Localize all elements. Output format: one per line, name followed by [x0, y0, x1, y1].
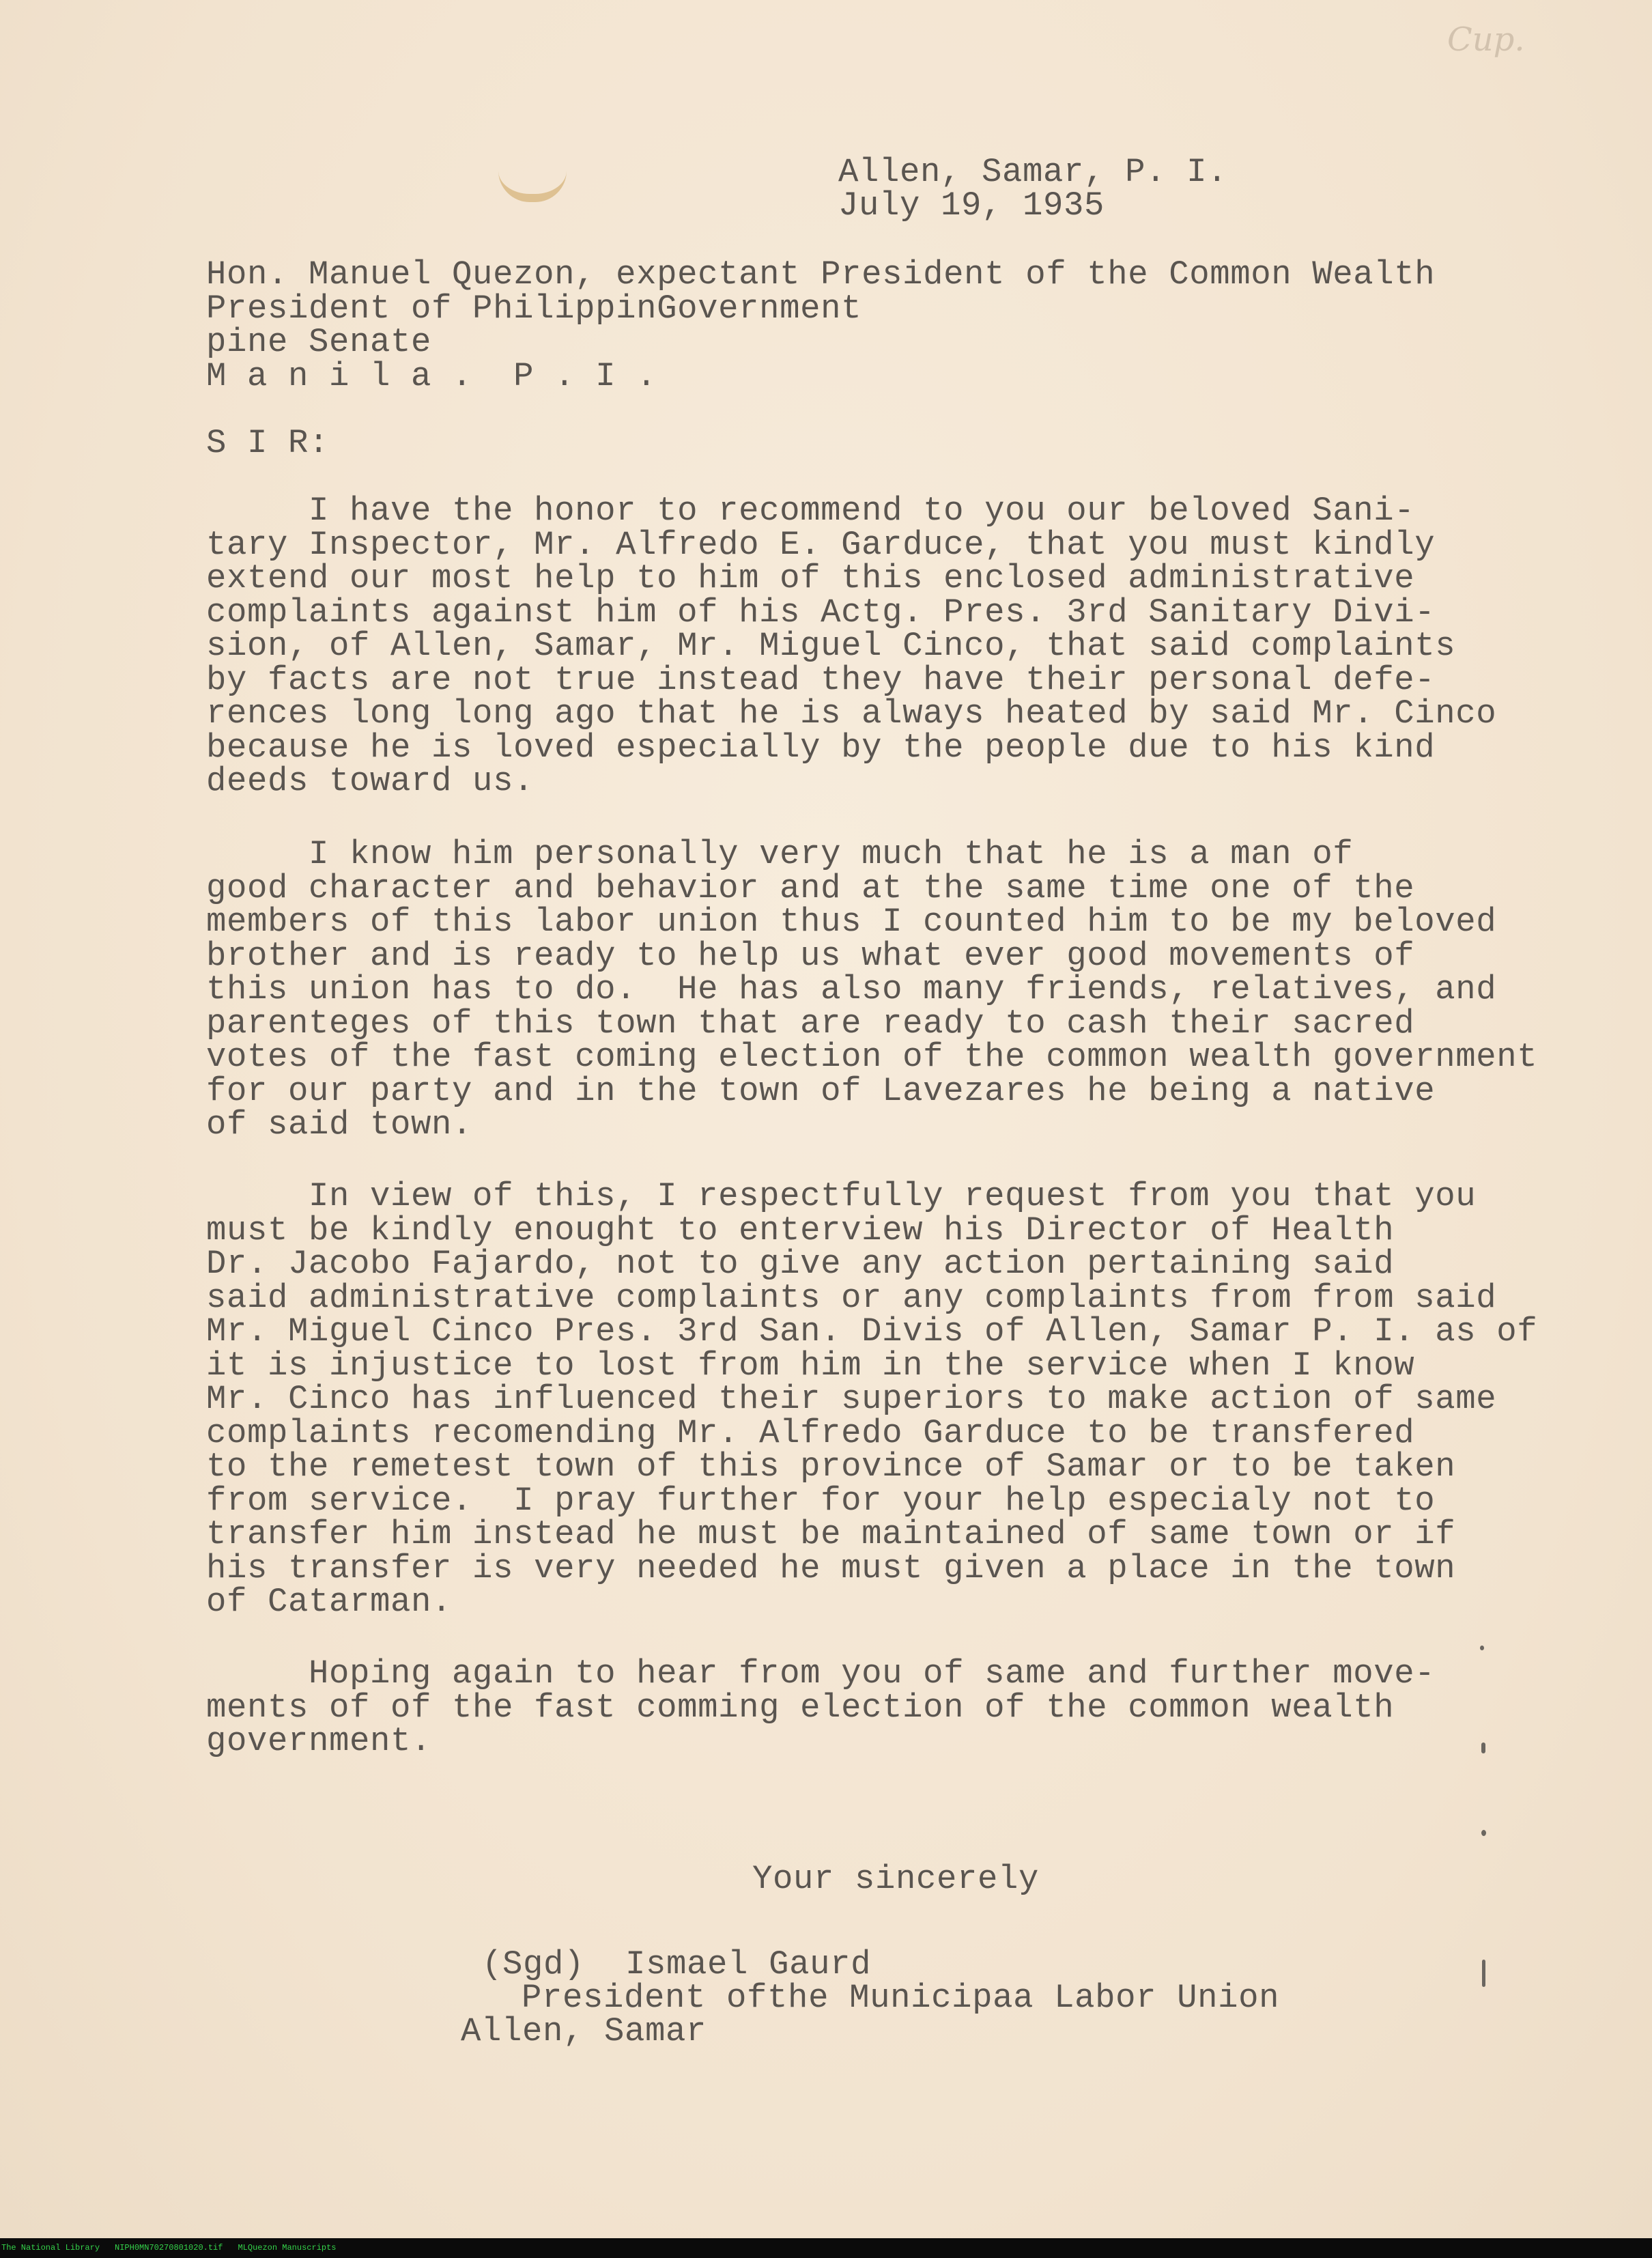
- text-line: rences long long ago that he is always heated by said Mr. Cinco: [206, 694, 1497, 733]
- paragraph-2: [206, 835, 1606, 1144]
- text-line: complaints recomending Mr. Alfredo Garduce to be transfered: [206, 1413, 1415, 1452]
- footer-collection: MLQuezon Manuscripts: [238, 2243, 337, 2253]
- text-line: votes of the fast coming election of the common wealth government: [206, 1038, 1538, 1076]
- text-line: deeds toward us.: [206, 762, 535, 800]
- signature-title: President ofthe Municipaa Labor Union: [522, 1979, 1280, 2017]
- text-line: Dr. Jacobo Fajardo, not to give any action pertaining said: [206, 1245, 1395, 1283]
- text-line: Mr. Miguel Cinco Pres. 3rd San. Divis of Allen, Samar P. I. as of: [206, 1312, 1538, 1351]
- text-line: members of this labor union thus I counted him to be my beloved: [206, 903, 1497, 941]
- text-line: to the remetest town of this province of Samar or to be taken: [206, 1448, 1456, 1486]
- addressee-line: Hon. Manuel Quezon, expectant President of the Common Wealth: [206, 255, 1436, 294]
- signature-name: (Sgd) Ismael Gaurd: [482, 1945, 872, 1984]
- archive-footer: [0, 2238, 1652, 2258]
- text-line: complaints against him of his Actg. Pres. 3rd Sanitary Divi-: [206, 593, 1436, 632]
- text-line: of Catarman.: [206, 1583, 453, 1621]
- paragraph-4: [206, 1654, 1606, 1760]
- text-line: parenteges of this town that are ready to cash their sacred: [206, 1004, 1415, 1043]
- footer-library: The National Library: [1, 2243, 100, 2253]
- addressee-line: M a n i l a . P . I .: [206, 356, 657, 395]
- text-line: government.: [206, 1722, 432, 1760]
- margin-dot: [1481, 1830, 1486, 1836]
- text-line: sion, of Allen, Samar, Mr. Miguel Cinco, that said complaints: [206, 627, 1456, 665]
- margin-dot: [1480, 1646, 1484, 1650]
- text-line: it is injustice to lost from him in the service when I know: [206, 1346, 1415, 1385]
- margin-dot: [1481, 1742, 1485, 1753]
- addressee-line: President of PhilippinGovernment: [206, 289, 862, 328]
- text-line: for our party and in the town of Lavezares he being a native: [206, 1071, 1436, 1110]
- salutation: S I R:: [206, 424, 330, 462]
- text-line: In view of this, I respectfully request from you that you: [206, 1177, 1477, 1215]
- letter-place: Allen, Samar, P. I.: [838, 153, 1228, 191]
- text-line: because he is loved especially by the people due to his kind: [206, 728, 1436, 767]
- text-line: this union has to do. He has also many friends, relatives, and: [206, 970, 1497, 1008]
- signature-location: Allen, Samar: [461, 2012, 707, 2050]
- addressee-line: pine Senate: [206, 323, 432, 361]
- text-line: by facts are not true instead they have their personal defe-: [206, 660, 1436, 699]
- text-line: must be kindly enought to enterview his Director of Health: [206, 1211, 1395, 1250]
- stain-mark: [498, 171, 567, 202]
- text-line: of said town.: [206, 1105, 473, 1144]
- letter-date: July 19, 1935: [838, 186, 1105, 225]
- text-line: brother and is ready to help us what ever good movements of: [206, 936, 1415, 975]
- text-line: extend our most help to him of this enclosed administrative: [206, 559, 1415, 597]
- pencil-annotation: Cup.: [1447, 20, 1525, 59]
- paragraph-1: [206, 494, 1606, 799]
- text-line: Mr. Cinco has influenced their superiors to make action of same: [206, 1380, 1497, 1418]
- text-line: Hoping again to hear from you of same and further move-: [206, 1654, 1436, 1693]
- closing: Your sincerely: [752, 1860, 1040, 1898]
- text-line: transfer him instead he must be maintained of same town or if: [206, 1515, 1456, 1553]
- text-line: his transfer is very needed he must given a place in the town: [206, 1549, 1456, 1587]
- text-line: ments of of the fast comming election of the common wealth: [206, 1688, 1395, 1727]
- text-line: I know him personally very much that he is a man of: [206, 835, 1354, 873]
- margin-dot: [1482, 1960, 1485, 1987]
- addressee-block: [206, 255, 1606, 395]
- text-line: I have the honor to recommend to you our beloved Sani-: [206, 492, 1415, 530]
- text-line: tary Inspector, Mr. Alfredo E. Garduce, that you must kindly: [206, 525, 1436, 564]
- paragraph-3: [206, 1177, 1606, 1621]
- text-line: said administrative complaints or any complaints from from said: [206, 1278, 1497, 1317]
- footer-file: NIPH0MN70270801020.tif: [115, 2243, 223, 2253]
- text-line: good character and behavior and at the same time one of the: [206, 869, 1415, 907]
- text-line: from service. I pray further for your help especialy not to: [206, 1481, 1436, 1520]
